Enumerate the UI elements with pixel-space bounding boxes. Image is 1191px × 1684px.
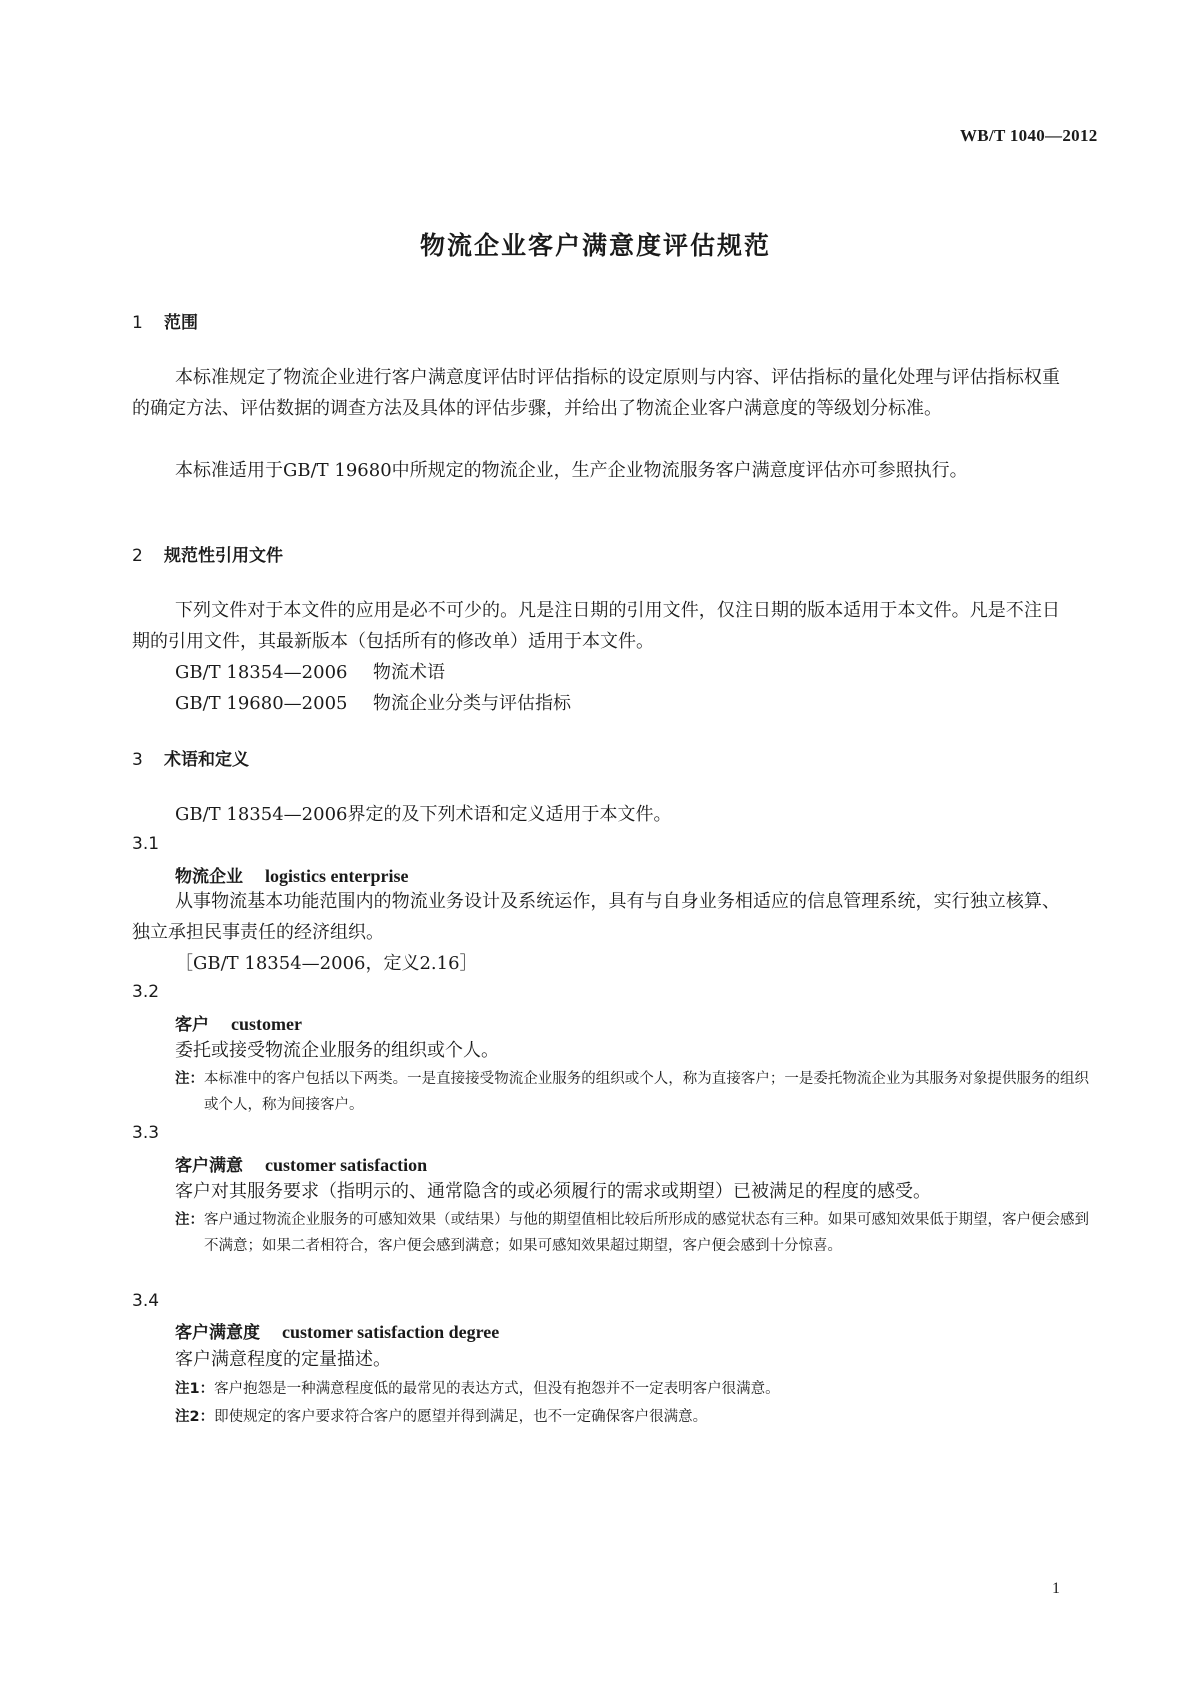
reference-title: 物流术语	[373, 662, 445, 683]
term-entry	[175, 1151, 427, 1176]
normative-reference	[175, 657, 445, 688]
term-english: logistics enterprise	[265, 866, 409, 886]
clause-number: 3.2	[132, 982, 160, 1002]
document-title: 物流企业客户满意度评估规范	[419, 231, 771, 260]
section-2-heading	[132, 541, 283, 566]
term-definition: 委托或接受物流企业服务的组织或个人。	[175, 1040, 499, 1061]
note-label: 注：	[175, 1071, 205, 1087]
term-source: ［GB/T 18354—2006，定义2.16］	[175, 953, 478, 974]
section-1-heading	[132, 308, 198, 333]
term-chinese: 物流企业	[175, 867, 243, 887]
clause-number: 3.4	[132, 1291, 160, 1311]
note-text: 即使规定的客户要求符合客户的愿望并得到满足，也不一定确保客户很满意。	[214, 1409, 708, 1425]
term-note-1	[175, 1376, 1060, 1402]
term-entry	[175, 1318, 499, 1343]
term-chinese: 客户满意度	[175, 1323, 260, 1343]
term-entry	[175, 862, 408, 887]
reference-code: GB/T 18354—2006	[175, 662, 348, 683]
clause-number: 3.1	[132, 834, 160, 854]
term-note-2	[175, 1404, 1060, 1430]
section-1-paragraph-2: 本标准适用于GB/T 19680中所规定的物流企业，生产企业物流服务客户满意度评估亦可参照执行。	[175, 460, 968, 481]
document-number: WB/T 1040—2012	[960, 126, 1098, 145]
term-chinese: 客户	[175, 1015, 209, 1035]
note-label: 注：	[175, 1212, 205, 1228]
section-number: 2	[132, 546, 143, 566]
term-note	[175, 1207, 1089, 1259]
section-3-heading	[132, 745, 249, 770]
term-note	[175, 1066, 1089, 1118]
clause-number: 3.3	[132, 1123, 160, 1143]
page-number: 1	[1052, 1580, 1060, 1597]
term-chinese: 客户满意	[175, 1156, 243, 1176]
term-entry	[175, 1010, 302, 1035]
section-number: 3	[132, 750, 143, 770]
note-text: 客户抱怨是一种满意程度低的最常见的表达方式，但没有抱怨并不一定表明客户很满意。	[214, 1381, 780, 1397]
normative-reference	[175, 688, 571, 719]
note-label: 注2：	[175, 1409, 215, 1425]
term-definition: 从事物流基本功能范围内的物流业务设计及系统运作，具有与自身业务相适应的信息管理系统，实行独立核算、独立承担民事责任的经济组织。	[132, 891, 1060, 943]
section-title: 术语和定义	[164, 750, 249, 770]
section-title: 范围	[164, 313, 198, 333]
term-english: customer satisfaction	[265, 1155, 428, 1175]
term-english: customer satisfaction degree	[282, 1322, 500, 1342]
note-text: 本标准中的客户包括以下两类。一是直接接受物流企业服务的组织或个人，称为直接客户；一是委托物流企业为其服务对象提供服务的组织或个人，称为间接客户。	[204, 1071, 1090, 1113]
section-number: 1	[132, 313, 143, 333]
section-title: 规范性引用文件	[164, 546, 283, 566]
section-2-paragraph: 下列文件对于本文件的应用是必不可少的。凡是注日期的引用文件，仅注日期的版本适用于本文件。凡是不注日期的引用文件，其最新版本（包括所有的修改单）适用于本文件。	[132, 600, 1060, 652]
note-label: 注1：	[175, 1381, 215, 1397]
reference-code: GB/T 19680—2005	[175, 693, 348, 714]
term-english: customer	[231, 1014, 302, 1034]
reference-title: 物流企业分类与评估指标	[373, 693, 571, 714]
section-1-paragraph-1: 本标准规定了物流企业进行客户满意度评估时评估指标的设定原则与内容、评估指标的量化处理与评估指标权重的确定方法、评估数据的调查方法及具体的评估步骤，并给出了物流企业客户满意度的等级划分标准。	[132, 367, 1060, 419]
note-text: 客户通过物流企业服务的可感知效果（或结果）与他的期望值相比较后所形成的感觉状态有三种。如果可感知效果低于期望，客户便会感到不满意；如果二者相符合，客户便会感到满意；如果可感知效果超过期望，客户便会感到十分惊喜。	[204, 1212, 1090, 1254]
section-3-intro: GB/T 18354—2006界定的及下列术语和定义适用于本文件。	[175, 804, 672, 825]
term-definition: 客户满意程度的定量描述。	[175, 1349, 391, 1370]
term-definition: 客户对其服务要求（指明示的、通常隐含的或必须履行的需求或期望）已被满足的程度的感受。	[175, 1181, 931, 1202]
